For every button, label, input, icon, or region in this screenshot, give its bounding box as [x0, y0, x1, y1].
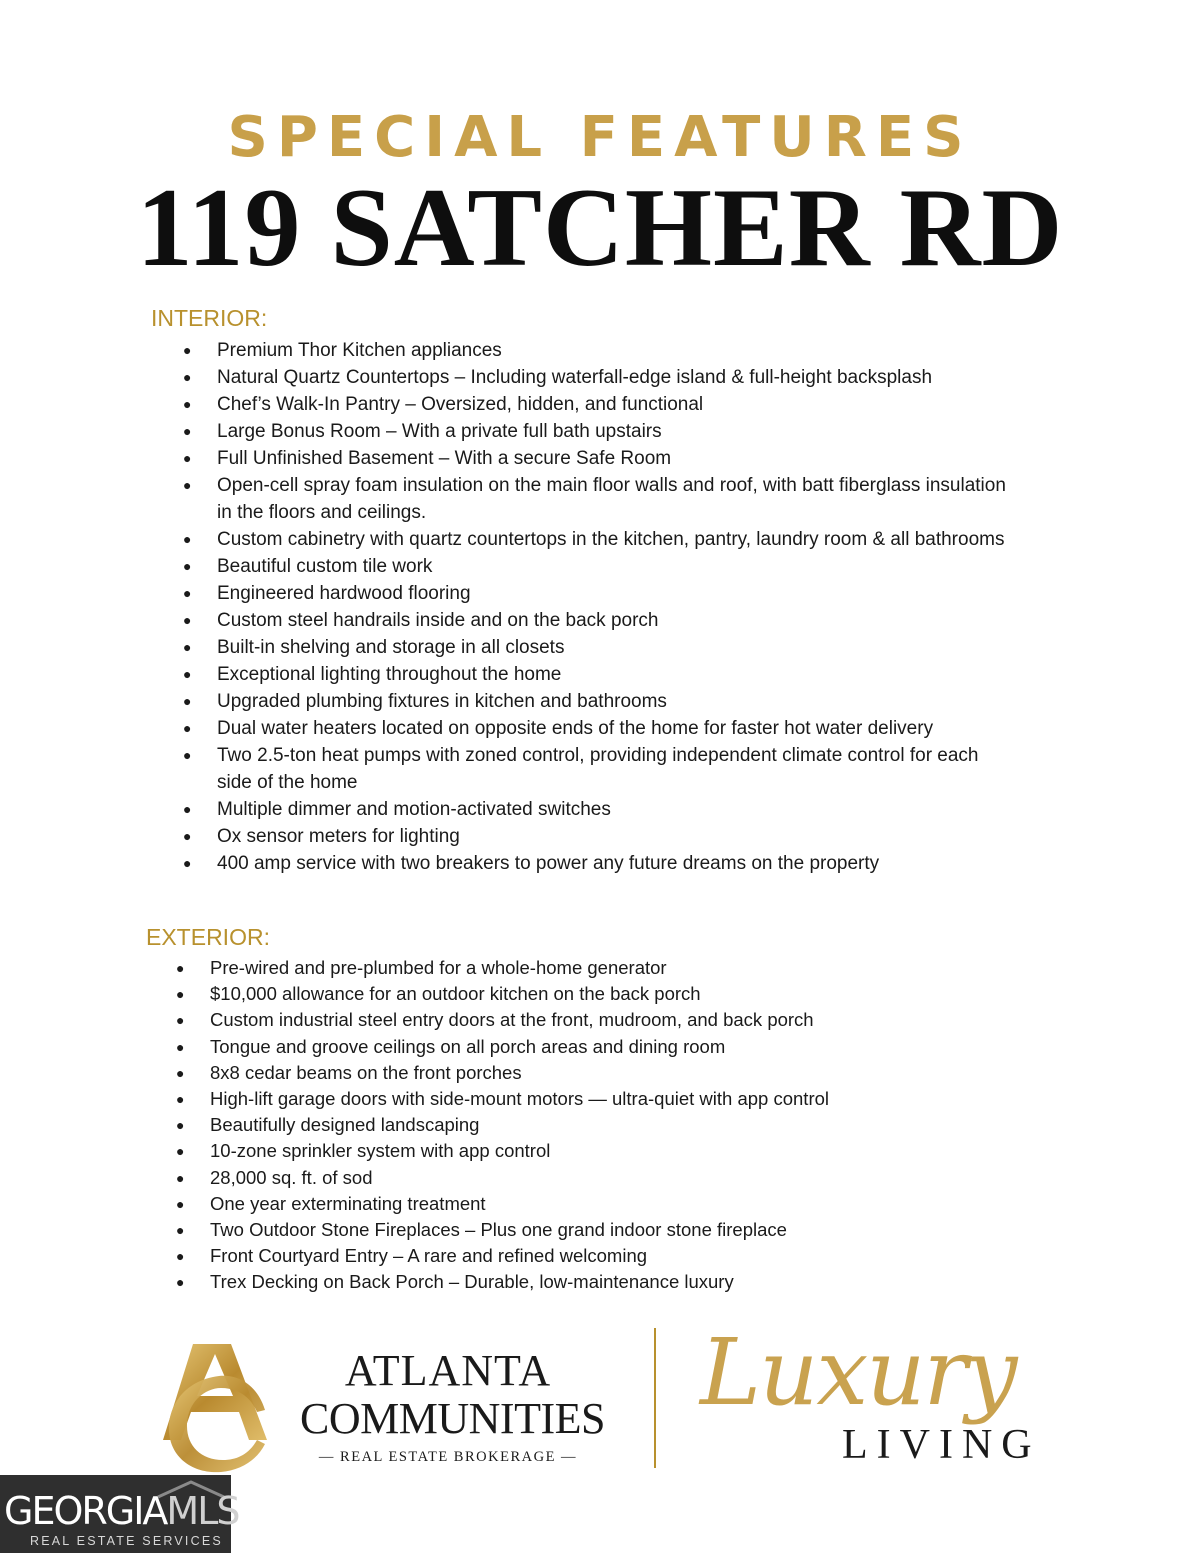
feature-item: ● Trex Decking on Back Porch – Durable, low-maintenance luxury — [176, 1269, 1006, 1295]
feature-item: ● Ox sensor meters for lighting — [183, 823, 1013, 850]
feature-item: ● Custom cabinetry with quartz countertops in the kitchen, pantry, laundry room & all bathrooms — [183, 526, 1013, 553]
feature-item: ● Custom industrial steel entry doors at the front, mudroom, and back porch — [176, 1007, 1006, 1033]
living-wordmark: LIVING — [842, 1422, 1041, 1468]
feature-item: ● 28,000 sq. ft. of sod — [176, 1165, 1006, 1191]
interior-feature-list — [183, 337, 1013, 877]
monogram-letters: AC — [145, 1340, 147, 1341]
feature-item: ● Exceptional lighting throughout the home — [183, 661, 1013, 688]
exterior-feature-list — [176, 955, 1006, 1296]
exterior-section-title: EXTERIOR: — [146, 924, 270, 950]
feature-item: ● Open-cell spray foam insulation on the main floor walls and roof, with batt fiberglass insulation in the floors and ceilings. — [183, 472, 1013, 526]
feature-item: ● 10-zone sprinkler system with app control — [176, 1138, 1006, 1164]
feature-item: ● Natural Quartz Countertops – Including waterfall-edge island & full-height backsplash — [183, 364, 1013, 391]
feature-item: ● Built-in shelving and storage in all closets — [183, 634, 1013, 661]
feature-item: ● Pre-wired and pre-plumbed for a whole-home generator — [176, 955, 1006, 981]
feature-item: ● 8x8 cedar beams on the front porches — [176, 1060, 1006, 1086]
brokerage-name-line2: COMMUNITIES — [300, 1394, 605, 1443]
feature-item: ● Large Bonus Room – With a private full bath upstairs — [183, 418, 1013, 445]
feature-item: ● High-lift garage doors with side-mount motors — ultra-quiet with app control — [176, 1086, 1006, 1112]
feature-item: ● Premium Thor Kitchen appliances — [183, 337, 1013, 364]
brokerage-tagline: — REAL ESTATE BROKERAGE — — [318, 1449, 578, 1465]
feature-item: ● Engineered hardwood flooring — [183, 580, 1013, 607]
feature-item: ● Front Courtyard Entry – A rare and refined welcoming — [176, 1243, 1006, 1269]
atlanta-communities-monogram-logo — [145, 1340, 275, 1475]
special-features-heading: SPECIAL FEATURES — [227, 105, 973, 170]
logo-divider — [654, 1328, 656, 1468]
feature-item: ● Two Outdoor Stone Fireplaces – Plus one grand indoor stone fireplace — [176, 1217, 1006, 1243]
feature-item: ● Upgraded plumbing fixtures in kitchen and bathrooms — [183, 688, 1013, 715]
brokerage-name-line1: ATLANTA — [344, 1346, 552, 1395]
georgia-mls-subtitle: REAL ESTATE SERVICES — [30, 1534, 223, 1548]
feature-item: ● Custom steel handrails inside and on the back porch — [183, 607, 1013, 634]
feature-item: ● Chef’s Walk-In Pantry – Oversized, hidden, and functional — [183, 391, 1013, 418]
feature-item: ● Two 2.5-ton heat pumps with zoned control, providing independent climate control for each side of the home — [183, 742, 1013, 796]
feature-item: ● $10,000 allowance for an outdoor kitchen on the back porch — [176, 981, 1006, 1007]
interior-section-title: INTERIOR: — [151, 305, 268, 331]
luxury-script-logo: Luxury — [700, 1319, 1016, 1426]
feature-item: ● Beautifully designed landscaping — [176, 1112, 1006, 1138]
feature-item: ● Multiple dimmer and motion-activated switches — [183, 796, 1013, 823]
feature-item: ● Beautiful custom tile work — [183, 553, 1013, 580]
feature-item: ● Tongue and groove ceilings on all porch areas and dining room — [176, 1034, 1006, 1060]
georgia-mls-name: GEORGIAMLS — [4, 1489, 239, 1533]
feature-item: ● 400 amp service with two breakers to power any future dreams on the property — [183, 850, 1013, 877]
property-address-heading: 119 SATCHER RD — [136, 166, 1064, 290]
feature-item: ● Full Unfinished Basement – With a secure Safe Room — [183, 445, 1013, 472]
feature-item: ● One year exterminating treatment — [176, 1191, 1006, 1217]
feature-item: ● Dual water heaters located on opposite ends of the home for faster hot water delivery — [183, 715, 1013, 742]
georgia-mls-badge — [0, 1475, 239, 1553]
